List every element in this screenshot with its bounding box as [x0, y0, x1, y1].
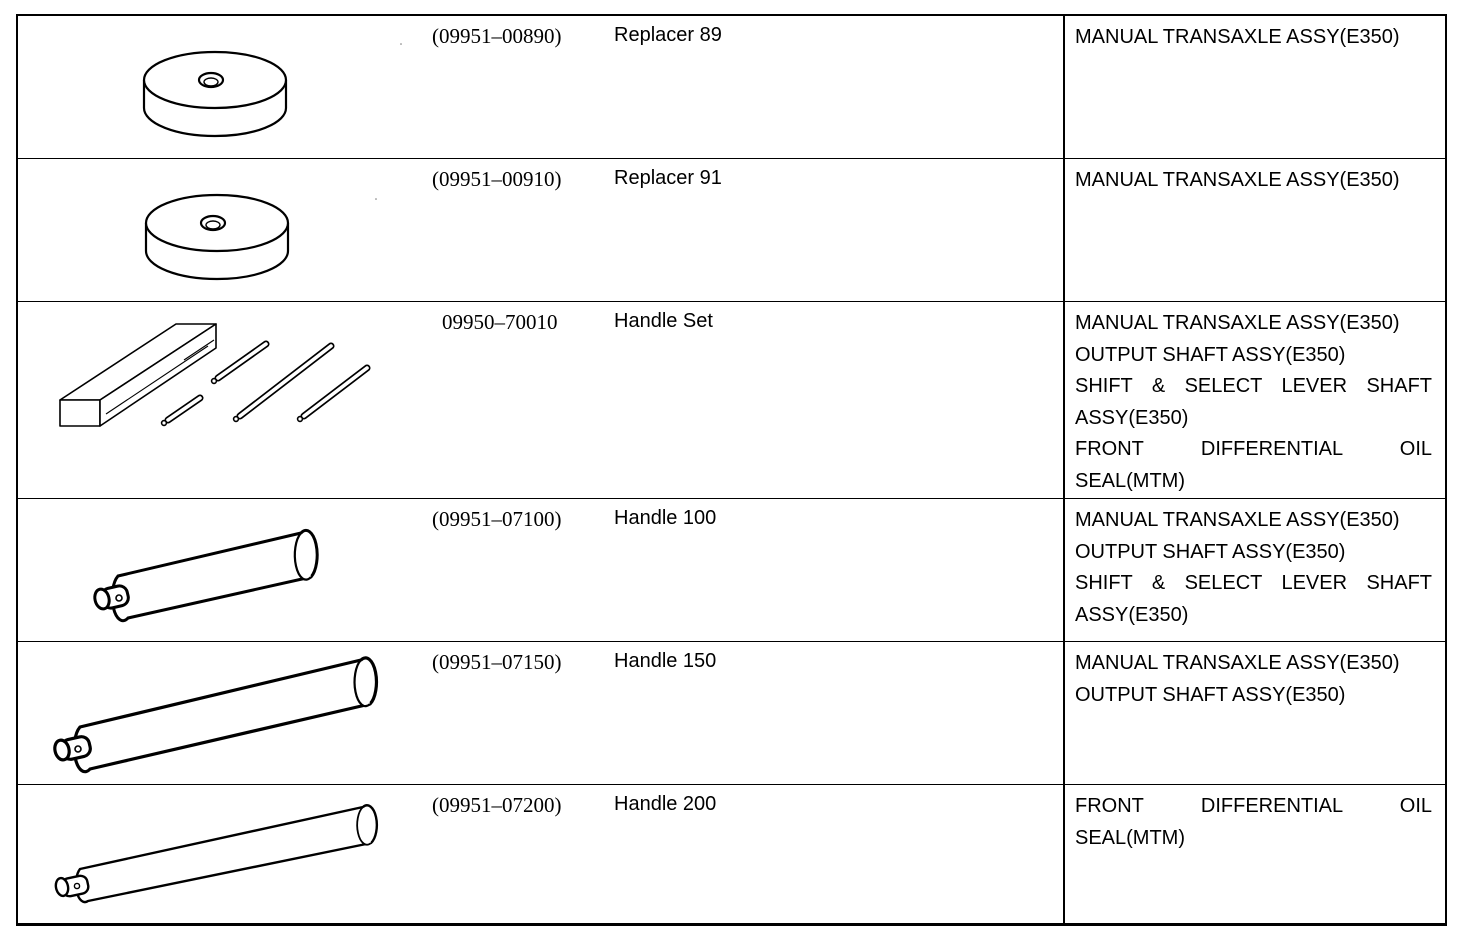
application-item: FRONT DIFFERENTIAL OIL SEAL(MTM): [1075, 795, 1432, 849]
tool-name: Handle 100: [614, 507, 717, 529]
application-item: OUTPUT SHAFT ASSY(E350): [1075, 683, 1346, 706]
application-item: FRONT DIFFERENTIAL OIL SEAL(MTM): [1075, 438, 1432, 492]
application-list: [1075, 505, 1432, 631]
application-list: [1075, 648, 1432, 711]
tool-name: Handle 150: [614, 650, 717, 672]
tool-name: Handle Set: [614, 310, 713, 332]
special-tools-table: [16, 14, 1447, 926]
application-list: [1075, 791, 1432, 854]
application-item: MANUAL TRANSAXLE ASSY(E350): [1075, 652, 1400, 674]
application-item: MANUAL TRANSAXLE ASSY(E350): [1075, 312, 1400, 334]
replacer-disc-illustration: [18, 159, 418, 301]
part-number: (09951–07100): [432, 507, 562, 531]
handle-rod-illustration: [18, 499, 418, 641]
part-number: (09951–00910): [432, 167, 562, 191]
column-divider: [1063, 16, 1065, 924]
tool-name: Handle 200: [614, 793, 717, 815]
application-item: SHIFT & SELECT LEVER SHAFT ASSY(E350): [1075, 572, 1432, 626]
handle-rod-illustration: [18, 785, 418, 923]
application-list: [1075, 22, 1432, 54]
application-item: MANUAL TRANSAXLE ASSY(E350): [1075, 169, 1400, 191]
part-number: (09951–00890): [432, 24, 562, 48]
part-number: 09950–70010: [442, 310, 558, 334]
tool-name: Replacer 89: [614, 24, 722, 46]
table-row: [18, 302, 1445, 499]
application-item: SHIFT & SELECT LEVER SHAFT ASSY(E350): [1075, 375, 1432, 429]
application-item: MANUAL TRANSAXLE ASSY(E350): [1075, 26, 1400, 48]
application-list: [1075, 308, 1432, 497]
application-item: OUTPUT SHAFT ASSY(E350): [1075, 343, 1346, 366]
table-row: [18, 159, 1445, 302]
handle-rod-illustration: [18, 642, 418, 784]
application-item: OUTPUT SHAFT ASSY(E350): [1075, 540, 1346, 563]
table-row: [18, 642, 1445, 785]
table-row: [18, 785, 1445, 924]
replacer-disc-illustration: [18, 16, 418, 158]
part-number: (09951–07200): [432, 793, 562, 817]
part-number: (09951–07150): [432, 650, 562, 674]
table-row: [18, 499, 1445, 642]
application-list: [1075, 165, 1432, 197]
application-item: MANUAL TRANSAXLE ASSY(E350): [1075, 509, 1400, 531]
table-row: [18, 16, 1445, 159]
tool-name: Replacer 91: [614, 167, 722, 189]
handle-set-illustration: [18, 302, 418, 498]
